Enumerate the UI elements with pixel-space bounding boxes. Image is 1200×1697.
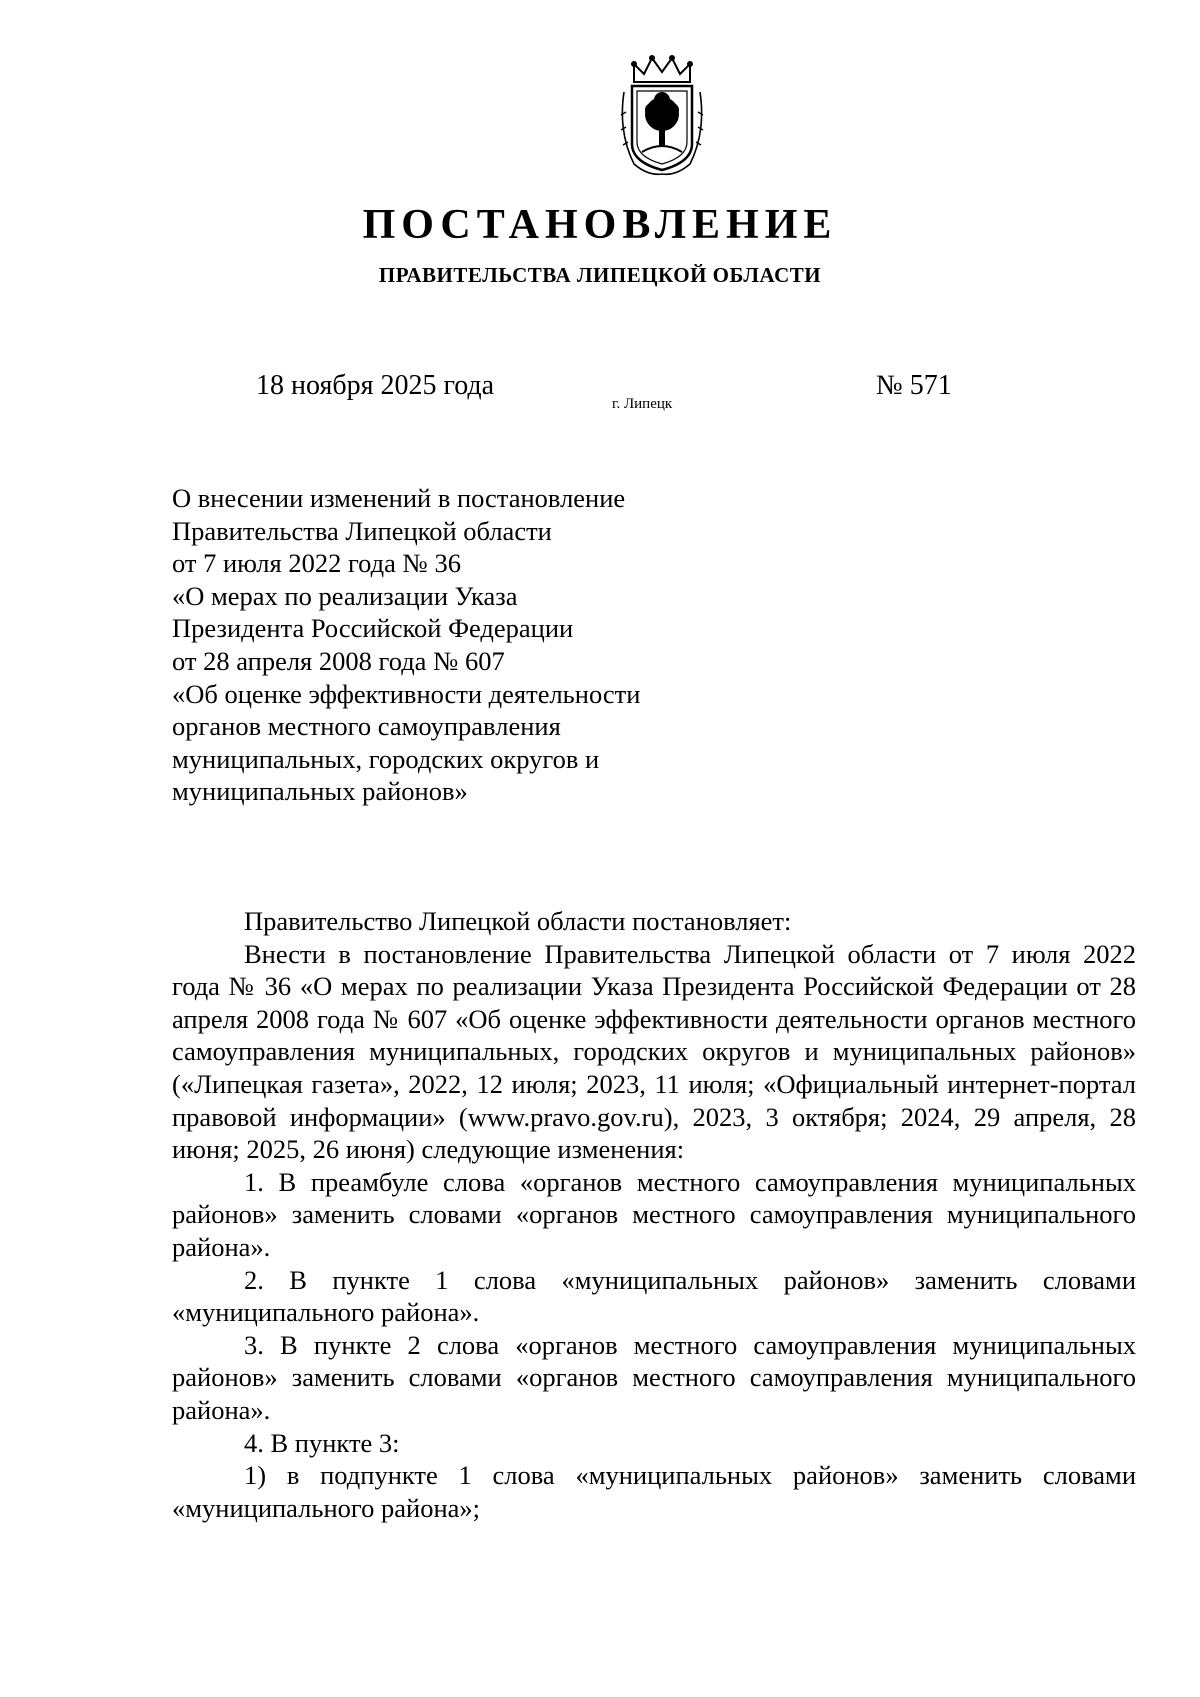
body-paragraph-main: Внести в постановление Правительства Липецкой области от 7 июля 2022 года № 36 «О мерах по реализации Указа Президента Российской Федерации от 28 апреля 2008 года № 607 «Об оценке эффективности деятельности органов местного самоуправления муниципальных, городских округов и муниципальных районов» («Липецкая газета», 2022, 12 июля; 2023, 11 июля; «Официальный интернет-портал правовой информации» (www.pravo.gov.ru), 2023, 3 октября; 2024, 29 апреля, 28 июня; 2025, 26 июня) следующие изменения: — [172, 938, 1136, 1165]
heading-line: от 28 апреля 2008 года № 607 — [172, 645, 505, 676]
heading-line: муниципальных, городских округов и — [172, 743, 600, 774]
document-heading — [172, 482, 732, 808]
lipetsk-coat-of-arms-icon — [614, 52, 710, 180]
heading-line: «О мерах по реализации Указа — [172, 580, 518, 611]
body-paragraph-item-3: 3. В пункте 2 слова «органов местного самоуправления муниципальных районов» заменить словами «органов местного самоуправления муниципального района». — [172, 1329, 1136, 1425]
heading-line: О внесении изменений в постановление — [172, 483, 626, 513]
document-body — [172, 905, 1136, 1524]
body-paragraph-preamble: Правительство Липецкой области постановляет: — [244, 906, 792, 936]
heading-line: «Об оценке эффективности деятельности — [172, 678, 641, 709]
body-paragraph-item-2: 2. В пункте 1 слова «муниципальных районов» заменить словами «муниципального района». — [172, 1264, 1136, 1328]
document-title: ПОСТАНОВЛЕНИЕ — [362, 202, 838, 248]
heading-line: муниципальных районов» — [172, 776, 468, 807]
document-number: № 571 — [876, 370, 952, 401]
document-city: г. Липецк — [612, 396, 673, 412]
heading-line: Правительства Липецкой области — [172, 515, 552, 546]
document-date: 18 ноября 2025 года — [256, 370, 495, 401]
heading-line: Президента Российской Федерации — [172, 613, 574, 644]
document-subtitle: ПРАВИТЕЛЬСТВА ЛИПЕЦКОЙ ОБЛАСТИ — [378, 263, 822, 287]
heading-line: от 7 июля 2022 года № 36 — [172, 548, 461, 579]
body-paragraph-item-4: 4. В пункте 3: — [244, 1427, 400, 1458]
heading-line: органов местного самоуправления — [172, 711, 561, 742]
body-paragraph-subitem-1: 1) в подпункте 1 слова «муниципальных районов» заменить словами «муниципального района»; — [172, 1460, 1136, 1523]
body-paragraph-item-1: 1. В преамбуле слова «органов местного самоуправления муниципальных районов» заменить словами «органов местного самоуправления муниципального района». — [172, 1166, 1136, 1262]
